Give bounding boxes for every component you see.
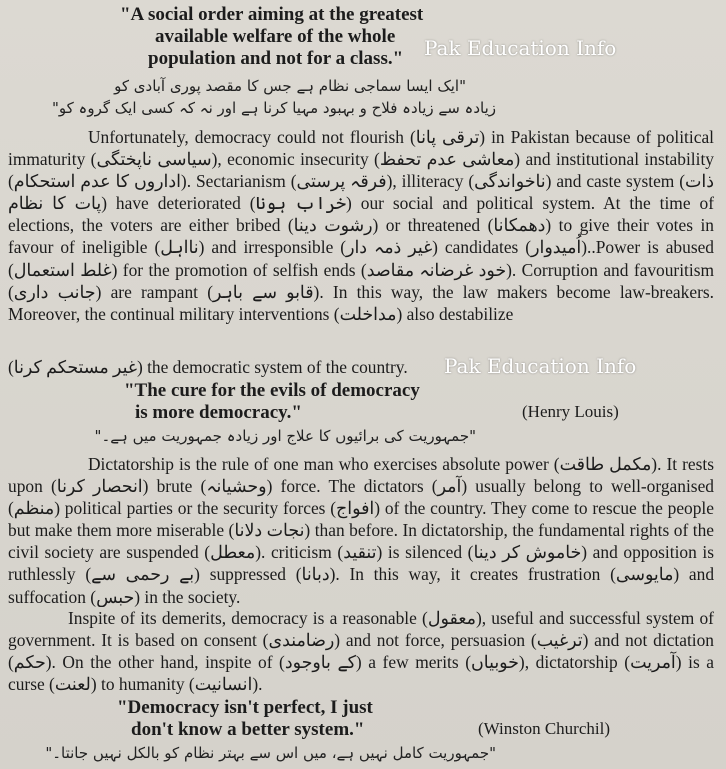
quote-line: is more democracy." bbox=[135, 402, 302, 423]
quote-line: "A social order aiming at the greatest bbox=[120, 4, 424, 25]
paragraph-continuation: (غیر مستحکم کرنا) the democratic system of the country. bbox=[8, 357, 408, 377]
urdu-translation: "جمہوریت کامل نہیں ہے، میں اس سے بہتر نظام کو بالکل نہیں جانتا۔" bbox=[45, 744, 496, 762]
watermark: Pak Education Info bbox=[444, 354, 637, 378]
quote-line: don't know a better system." bbox=[131, 719, 365, 740]
urdu-translation: "جمہوریت کی برائیوں کا علاج اور زیادہ جمہوریت میں ہے۔" bbox=[94, 427, 476, 445]
urdu-translation: "ایک ایسا سماجی نظام ہے جس کا مقصد پوری آبادی کو bbox=[114, 77, 466, 95]
quote-author: (Henry Louis) bbox=[522, 402, 619, 421]
paragraph: Dictatorship is the rule of one man who exercises absolute power (مکمل طاقت). It rests upon (انحصار کرنا) brute (وحشیانہ) force. The dictators (آمر) usually belong to well-organised (منظم) political parties or the security forces (افواج) of the country. They come to rescue the people but make them more miserable (نجات دلانا) than before. In dictatorship, the fundamental rights of the civil society are suspended (معطل). criticism (تنقید) is silenced (خاموش کر دینا) and opposition is ruthlessly (بے رحمی سے) suppressed (دبانا). In this way, it creates frustration (مایوسی) and suffocation (حبس) in the society. bbox=[8, 454, 714, 607]
watermark: Pak Education Info bbox=[424, 36, 617, 60]
quote-line: "Democracy isn't perfect, I just bbox=[117, 697, 373, 718]
paragraph: Inspite of its demerits, democracy is a reasonable (معقول), useful and successful system of government. It is based on consent (رضامندی) and not force, persuasion (ترغیب) and not dictation (حکم). On the other hand, inspite of (کے باوجود) a few merits (خوبیاں), dictatorship (آمریت) is a curse (لعنت) to humanity (انسانیت). bbox=[8, 608, 714, 695]
quote-line: available welfare of the whole bbox=[155, 26, 396, 47]
paragraph: Unfortunately, democracy could not flourish (ترقی پانا) in Pakistan because of political immaturity (سیاسی ناپختگی), economic insecurity (معاشی عدم تحفظ) and institutional instability (اداروں کا عدم استحکام). Sectarianism (فرقہ پرستی), illiteracy (ناخواندگی) and caste system (ذات پات کا نظام) have deteriorated (خراب ہونا) our social and political system. At the time of elections, the voters are either bribed (رشوت دینا) or threatened (دھمکانا) to give their votes in favour of ineligible (نااہل) and irresponsible (غیر ذمہ دار) candidates (اُمیدوار)..Power is abused (غلط استعمال) for the promotion of selfish ends (خود غرضانہ مقاصد). Corruption and favouritism (جانب داری) are rampant (قابو سے باہر). In this way, the law makers become law-breakers. Moreover, the continual military interventions (مداخلت) also destabilize bbox=[8, 127, 714, 324]
urdu-translation: زیادہ سے زیادہ فلاح و بہبود مہیا کرنا ہے اور نہ کہ کسی ایک گروہ کو" bbox=[51, 99, 496, 117]
quote-line: population and not for a class." bbox=[148, 48, 404, 69]
quote-author: (Winston Churchil) bbox=[478, 719, 610, 738]
quote-line: "The cure for the evils of democracy bbox=[124, 380, 420, 401]
